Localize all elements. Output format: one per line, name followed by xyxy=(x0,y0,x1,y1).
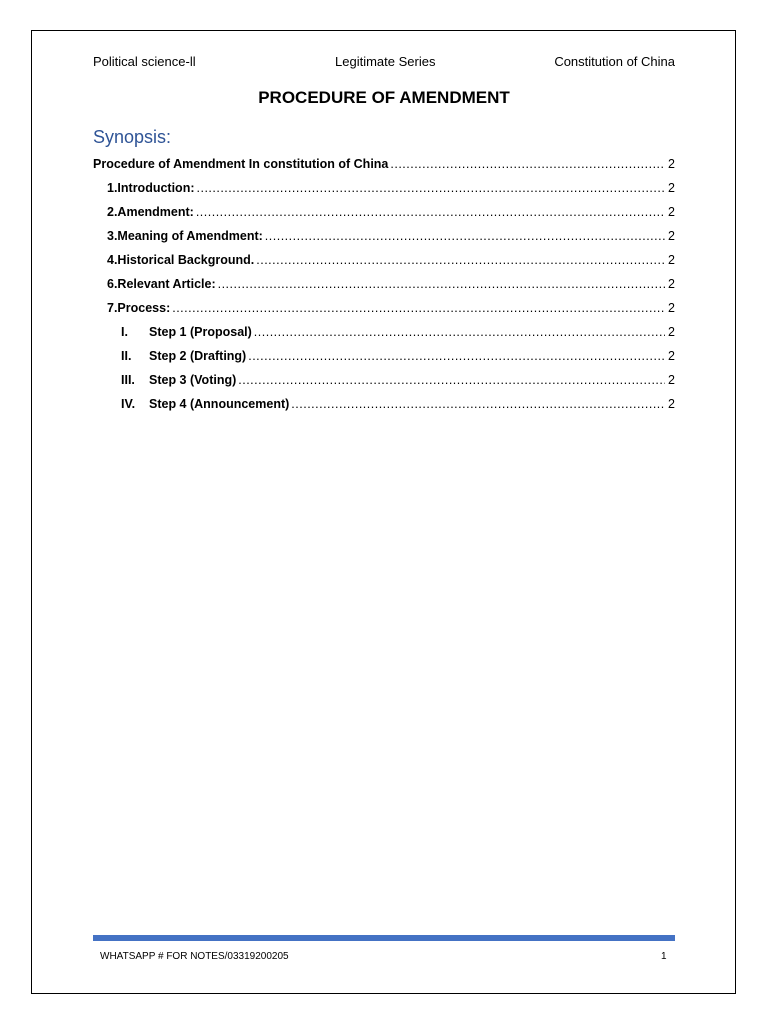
toc-entry-label: 3.Meaning of Amendment: xyxy=(107,229,263,243)
footer-page-number: 1 xyxy=(661,951,667,962)
toc-entry-number: I. xyxy=(121,325,128,339)
toc-entry[interactable] xyxy=(107,247,675,267)
toc-entry-label: 2.Amendment: xyxy=(107,205,194,219)
toc-dot-leader xyxy=(172,301,665,315)
toc-entry[interactable] xyxy=(107,175,675,195)
toc-page-number: 2 xyxy=(668,277,675,291)
toc-entry-label: 7.Process: xyxy=(107,301,171,315)
toc-entry-label: 6.Relevant Article: xyxy=(107,277,216,291)
toc-dot-leader xyxy=(256,253,665,267)
page-header xyxy=(93,54,675,72)
toc-entry[interactable] xyxy=(121,319,675,339)
toc-entry-number: III. xyxy=(121,373,135,387)
toc-page-number: 2 xyxy=(668,349,675,363)
toc-entry-label: Step 4 (Announcement) xyxy=(149,397,290,411)
footer-divider xyxy=(93,935,675,941)
toc-page-number: 2 xyxy=(668,181,675,195)
toc-entry[interactable] xyxy=(121,367,675,387)
toc-page-number: 2 xyxy=(668,205,675,219)
toc-dot-leader xyxy=(196,205,665,219)
toc-entry-number: II. xyxy=(121,349,132,363)
toc-entry-label: Step 2 (Drafting) xyxy=(149,349,247,363)
toc-entry[interactable] xyxy=(107,295,675,315)
document-title: PROCEDURE OF AMENDMENT xyxy=(258,88,510,107)
toc-entry-label: Procedure of Amendment In constitution of China xyxy=(93,157,389,171)
toc-entry[interactable] xyxy=(107,271,675,291)
synopsis-heading: Synopsis: xyxy=(93,127,172,147)
toc-entry-label: Step 1 (Proposal) xyxy=(149,325,252,339)
toc-page-number: 2 xyxy=(668,325,675,339)
toc-entry[interactable] xyxy=(107,223,675,243)
toc-dot-leader xyxy=(291,397,665,411)
toc-dot-leader xyxy=(254,325,665,339)
toc-dot-leader xyxy=(265,229,665,243)
toc-entry-label: 1.Introduction: xyxy=(107,181,195,195)
toc-dot-leader xyxy=(238,373,665,387)
toc-page-number: 2 xyxy=(668,301,675,315)
toc-page-number: 2 xyxy=(668,253,675,267)
toc-entry-number: IV. xyxy=(121,397,136,411)
toc-entry[interactable] xyxy=(93,151,675,171)
header-subject: Political science-ll xyxy=(93,54,196,69)
toc-entry[interactable] xyxy=(107,199,675,219)
header-topic: Constitution of China xyxy=(554,54,675,69)
toc-page-number: 2 xyxy=(668,229,675,243)
toc-entry-label: Step 3 (Voting) xyxy=(149,373,237,387)
toc-page-number: 2 xyxy=(668,373,675,387)
toc-page-number: 2 xyxy=(668,157,675,171)
toc-page-number: 2 xyxy=(668,397,675,411)
toc-entry-label: 4.Historical Background. xyxy=(107,253,255,267)
toc-entry[interactable] xyxy=(121,343,675,363)
toc-dot-leader xyxy=(218,277,665,291)
toc-entry[interactable] xyxy=(121,391,675,411)
toc-dot-leader xyxy=(390,157,665,171)
header-series: Legitimate Series xyxy=(335,54,436,69)
toc-dot-leader xyxy=(197,181,666,195)
toc-dot-leader xyxy=(248,349,665,363)
footer-contact: WHATSAPP # FOR NOTES/03319200205 xyxy=(100,951,289,962)
